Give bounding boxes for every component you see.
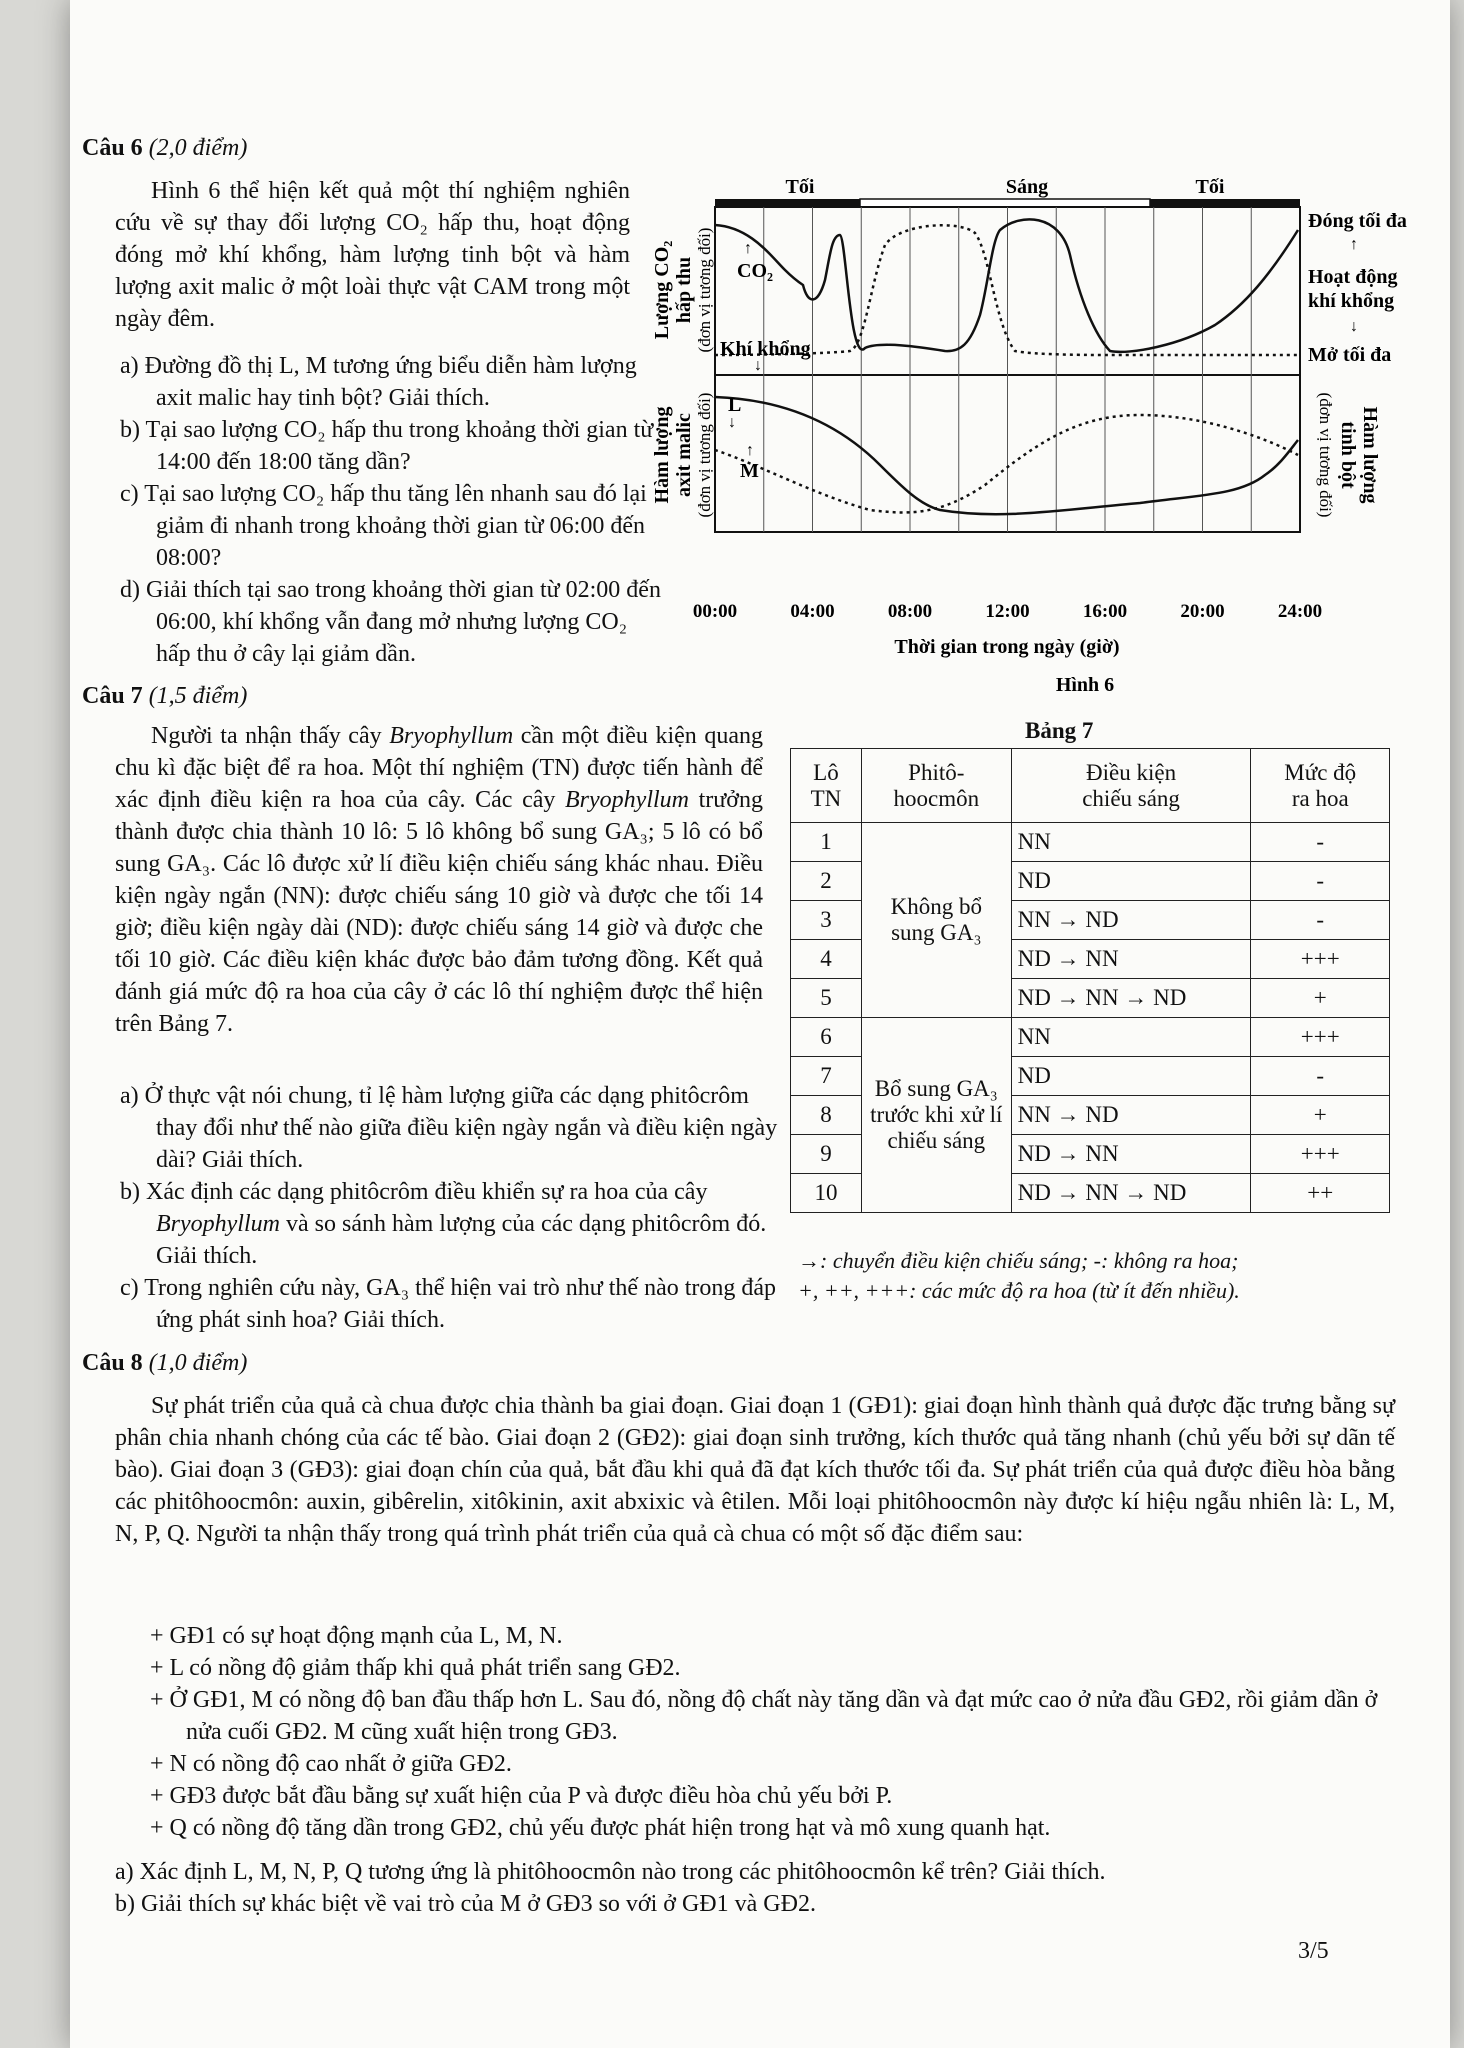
species-name: Bryophyllum	[389, 723, 514, 749]
x-tick-labels	[693, 601, 1322, 622]
header-flowering: Mức độ ra hoa	[1251, 749, 1390, 823]
q6-part-a: a) Đường đồ thị L, M tương ứng biểu diễn hàm lượng axit malic hay tinh bột? Giải thích.	[120, 353, 637, 411]
table7-note-1: →: chuyển điều kiện chiếu sáng; -: không ra hoa;	[798, 1248, 1239, 1273]
label-max-open: Mở tối đa	[1308, 344, 1392, 366]
q6-part-c: c) Tại sao lượng CO₂ hấp thu tăng lên nhanh sau đó lại giảm đi nhanh trong khoảng thời gian từ 06:00 đến 08:00?	[120, 481, 647, 571]
svg-text:↑: ↑	[1350, 236, 1358, 253]
right-ylabel-line1: Hàm lượng	[1359, 406, 1381, 504]
species-name: Bryophyllum	[156, 1211, 280, 1237]
q7-part-b: b) Xác định các dạng phitôcrôm điều khiển sự ra hoa của cây Bryophyllum và so sánh hàm lượng của các dạng phitôcrôm đó. Giải thích.	[120, 1179, 767, 1269]
q6-part-d: d) Giải thích tại sao trong khoảng thời gian từ 02:00 đến 06:00, khí khổng vẫn đang mở nhưng lượng CO₂ hấp thu ở cây lại giảm dần.	[120, 577, 661, 667]
label-M: M	[740, 460, 759, 482]
list-item: + N có nồng độ cao nhất ở giữa GĐ2.	[150, 1751, 512, 1777]
q7-part-a: a) Ở thực vật nói chung, tỉ lệ hàm lượng giữa các dạng phitôcrôm thay đổi như thế nào giữa điều kiện ngày ngắn và điều kiện ngày dài? Giải thích.	[120, 1083, 778, 1173]
header-hormone: Phitô- hoocmôn	[861, 749, 1011, 823]
table-7	[790, 748, 1390, 1213]
table-row: 6 Bổ sung GA₃ trước khi xử lí chiếu sáng NN +++	[791, 1018, 1390, 1057]
table-row: 5 ND → NN → ND +	[791, 979, 1390, 1018]
table-row: 4 ND → NN +++	[791, 940, 1390, 979]
table-row: 9 ND → NN +++	[791, 1135, 1390, 1174]
group-with-ga3: Bổ sung GA₃ trước khi xử lí chiếu sáng	[861, 1018, 1011, 1213]
header-light: Điều kiện chiếu sáng	[1011, 749, 1251, 823]
list-item: + Q có nồng độ tăng dần trong GĐ2, chủ yếu được phát hiện trong hạt và mô xung quanh hạt.	[150, 1815, 1051, 1841]
top-ylabel-line1: Lượng CO₂	[651, 240, 673, 340]
q6-intro: Hình 6 thể hiện kết quả một thí nghiệm nghiên cứu về sự thay đổi lượng CO₂ hấp thu, hoạt động đóng mở khí khổng, hàm lượng tinh bột và hàm lượng axit malic ở một loài thực vật CAM trong một ngày đêm.	[115, 178, 630, 332]
svg-text:↓: ↓	[728, 414, 736, 431]
dark-bar-1	[715, 199, 860, 207]
list-item: + L có nồng độ giảm thấp khi quả phát triển sang GĐ2.	[150, 1655, 681, 1681]
phase-label-light: Sáng	[1005, 176, 1049, 198]
q6-title: Câu 6	[82, 135, 143, 161]
table7-note-2: +, ++, +++: các mức độ ra hoa (từ ít đến nhiều).	[798, 1278, 1240, 1303]
x-tick-label: 16:00	[1082, 601, 1128, 622]
table-row: 3 NN → ND -	[791, 901, 1390, 940]
x-tick-label: 04:00	[790, 601, 835, 622]
x-tick-label: 08:00	[887, 601, 933, 622]
svg-text:↓: ↓	[1350, 318, 1358, 335]
q8-part-b: b) Giải thích sự khác biệt về vai trò của M ở GĐ3 so với ở GĐ1 và GĐ2.	[115, 1891, 816, 1917]
page-number: 3/5	[1298, 1938, 1329, 1964]
table-row: 1 Không bổ sung GA₃ NN -	[791, 823, 1390, 862]
list-item: + GĐ3 được bắt đầu bằng sự xuất hiện của P và được điều hòa chủ yếu bởi P.	[150, 1783, 893, 1809]
curve-M	[715, 397, 1298, 514]
q8-bullet-list	[150, 1620, 1395, 1844]
q8-intro: Sự phát triển của quả cà chua được chia thành ba giai đoạn. Giai đoạn 1 (GĐ1): giai đoạn hình thành quả được đặc trưng bằng sự phân chia nhanh chóng của các tế bào. Giai đoạn 2 (GĐ2): giai đoạn sinh trưởng, kích thước quả tăng nhanh (chủ yếu bởi sự dãn tế bào). Giai đoạn 3 (GĐ3): giai đoạn chín của quả, bắt đầu khi quả đã đạt kích thước tối đa. Sự phát triển của quả được điều hòa bằng các phitôhoocmôn: auxin, gibêrelin, xitôkinin, axit abxixic và êtilen. Mỗi loại phitôhoocmôn này được kí hiệu ngẫu nhiên là: L, M, N, P, Q. Người ta nhận thấy trong quá trình phát triển của quả cà chua có một số đặc điểm sau:	[115, 1393, 1395, 1547]
exam-page	[70, 0, 1450, 2048]
x-tick-label: 12:00	[985, 601, 1030, 622]
q8-part-a: a) Xác định L, M, N, P, Q tương ứng là phitôhoocmôn nào trong các phitôhoocmôn kể trên? Giải thích.	[115, 1859, 1106, 1885]
q7-intro: Người ta nhận thấy cây Bryophyllum cần một điều kiện quang chu kì đặc biệt để ra hoa. Một thí nghiệm (TN) được tiến hành để xác định điều kiện ra hoa của cây. Các cây Bryophyllum trưởng thành được chia thành 10 lô: 5 lô không bổ sung GA₃; 5 lô có bổ sung GA₃. Các lô được xử lí điều kiện chiếu sáng khác nhau. Điều kiện ngày ngắn (NN): được chiếu sáng 10 giờ và được che tối 14 giờ; điều kiện ngày dài (ND): được chiếu sáng 14 giờ và được che tối 10 giờ. Các điều kiện khác được bảo đảm tương đồng. Kết quả đánh giá mức độ ra hoa của cây ở các lô thí nghiệm được thể hiện trên Bảng 7.	[115, 723, 764, 1037]
table-row: 2 ND -	[791, 862, 1390, 901]
top-ylabel-unit: (đơn vị tương đối)	[695, 227, 714, 353]
q7-heading	[82, 683, 247, 710]
species-name: Bryophyllum	[565, 787, 689, 813]
phase-label-dark-2: Tối	[1195, 176, 1225, 198]
svg-text:↓: ↓	[754, 357, 762, 374]
stomata-activity-curve	[715, 225, 1298, 355]
q7-title: Câu 7	[82, 683, 143, 709]
light-bar	[860, 199, 1150, 207]
top-ylabel-line2: hấp thu	[673, 256, 695, 324]
x-axis-label: Thời gian trong ngày (giờ)	[894, 636, 1120, 658]
right-ylabel-line2: tinh bột	[1337, 421, 1359, 489]
label-stomata-activity-2: khí khổng	[1308, 290, 1395, 312]
q7-points: (1,5 điểm)	[148, 683, 248, 709]
label-max-closed: Đóng tối đa	[1308, 210, 1407, 232]
curve-L	[715, 415, 1298, 512]
label-co2: CO₂	[737, 260, 773, 282]
table-row: 8 NN → ND +	[791, 1096, 1390, 1135]
bottom-ylabel-unit: (đơn vị tương đối)	[695, 392, 714, 518]
label-stomata-activity-1: Hoạt động	[1308, 266, 1398, 288]
q8-title: Câu 8	[82, 1350, 143, 1376]
x-tick-label: 20:00	[1180, 601, 1225, 622]
bottom-ylabel-line2: axit malic	[673, 413, 695, 497]
svg-text:↑: ↑	[746, 442, 754, 459]
table-row: 10 ND → NN → ND ++	[791, 1174, 1390, 1213]
table7-caption: Bảng 7	[1025, 718, 1094, 743]
table-header-row	[791, 749, 1390, 823]
figure-caption: Hình 6	[1055, 674, 1115, 696]
dark-bar-2	[1150, 199, 1300, 207]
header-lot: Lô TN	[791, 749, 862, 823]
table-row: 7 ND -	[791, 1057, 1390, 1096]
co2-uptake-curve	[715, 219, 1298, 352]
q8-points: (1,0 điểm)	[148, 1350, 248, 1376]
list-item: + Ở GĐ1, M có nồng độ ban đầu thấp hơn L. Sau đó, nồng độ chất này tăng dần và đạt mức cao ở nửa đầu GĐ2, rồi giảm dần ở nửa cuối GĐ2. M cũng xuất hiện trong GĐ3.	[150, 1687, 1378, 1745]
group-no-ga3: Không bổ sung GA₃	[861, 823, 1011, 1018]
q6-points: (2,0 điểm)	[148, 135, 248, 161]
label-L: L	[728, 394, 742, 416]
list-item: + GĐ1 có sự hoạt động mạnh của L, M, N.	[150, 1623, 563, 1649]
svg-text:↑: ↑	[744, 240, 752, 257]
figure-6-chart	[640, 165, 1440, 705]
right-ylabel-unit: (đơn vị tương đối)	[1316, 392, 1335, 518]
q8-heading	[82, 1350, 247, 1377]
hour-gridlines	[764, 207, 1252, 532]
bottom-ylabel-line1: Hàm lượng	[651, 406, 673, 504]
q7-part-c: c) Trong nghiên cứu này, GA₃ thể hiện vai trò như thế nào trong đáp ứng phát sinh hoa? Giải thích.	[120, 1275, 777, 1333]
phase-label-dark-1: Tối	[785, 176, 815, 198]
q6-part-b: b) Tại sao lượng CO₂ hấp thu trong khoảng thời gian từ 14:00 đến 18:00 tăng dần?	[120, 417, 654, 475]
label-stomata: Khí khổng	[720, 338, 811, 360]
x-tick-label: 24:00	[1277, 601, 1323, 622]
q6-heading	[82, 135, 247, 162]
x-tick-label: 00:00	[692, 601, 738, 622]
